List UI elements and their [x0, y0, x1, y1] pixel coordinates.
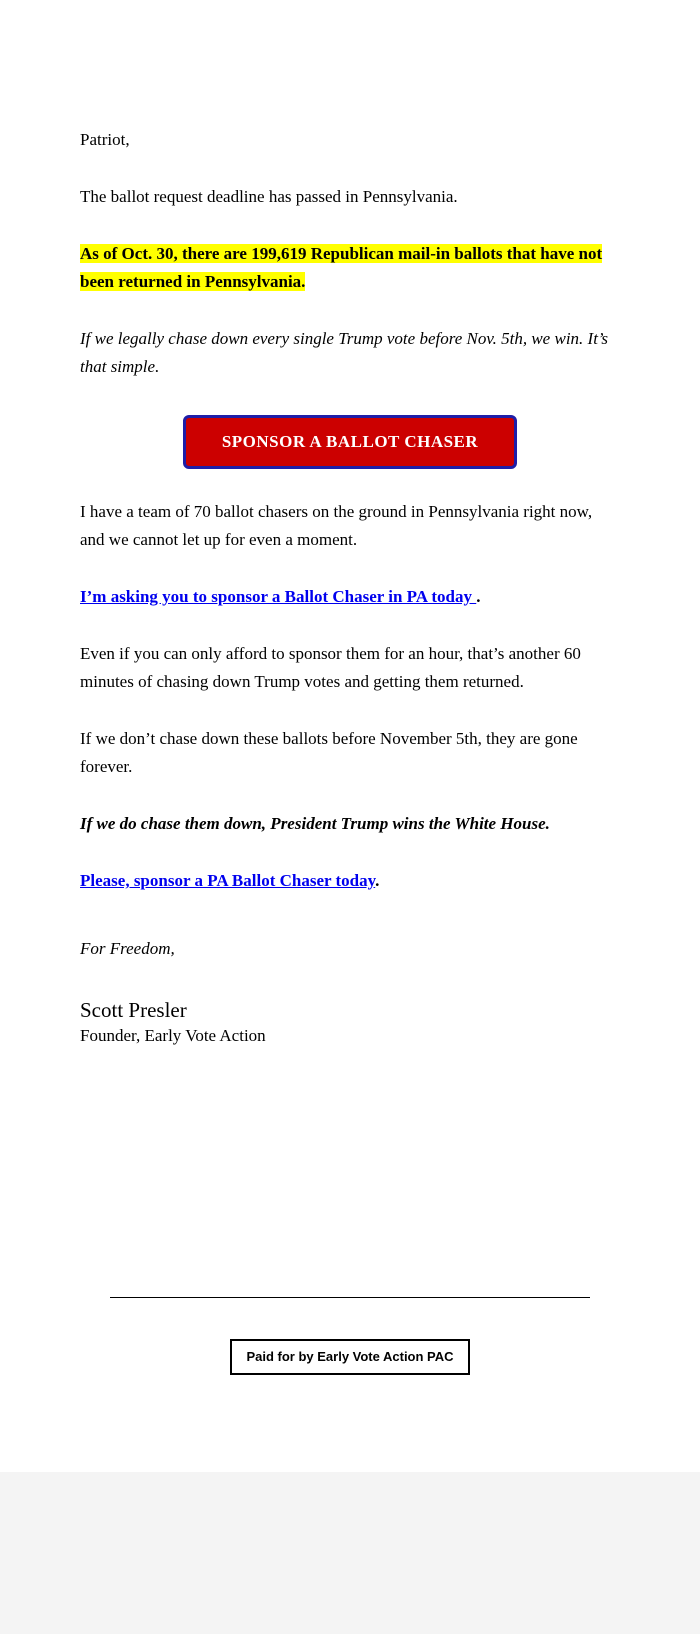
greeting: Patriot,	[80, 130, 130, 149]
signature-title: Founder, Early Vote Action	[80, 1026, 266, 1045]
paragraph-bold-italic: If we do chase them down, President Trump wins the White House.	[80, 814, 550, 833]
paragraph-italic: If we legally chase down every single Trump vote before Nov. 5th, we win. It’s that simple.	[80, 329, 609, 376]
link-1-suffix: .	[476, 587, 481, 606]
sponsor-ballot-chaser-link-1[interactable]: I’m asking you to sponsor a Ballot Chaser in PA today	[80, 587, 477, 606]
disclaimer-text: Paid for by Early Vote Action PAC	[246, 1349, 454, 1364]
paragraph-forever: If we don’t chase down these ballots before November 5th, they are gone forever.	[80, 729, 578, 776]
signature-block	[80, 997, 620, 1049]
paragraph-link-2	[80, 867, 620, 895]
link-2-suffix: .	[375, 871, 380, 890]
email-body	[50, 0, 650, 1375]
closing-line: For Freedom,	[80, 939, 175, 958]
highlighted-text: As of Oct. 30, there are 199,619 Republican mail-in ballots that have not been returned in Pennsylvania.	[80, 244, 603, 291]
disclaimer-row	[80, 1339, 620, 1375]
paragraph-link-1	[80, 583, 620, 611]
signature-name: Scott Presler	[80, 998, 187, 1022]
disclaimer-box	[230, 1339, 469, 1375]
paragraph-hour: Even if you can only afford to sponsor them for an hour, that’s another 60 minutes of chasing down Trump votes and getting them returned.	[80, 644, 581, 691]
button-row	[80, 415, 620, 469]
footer-band	[0, 1472, 700, 1634]
paragraph-team: I have a team of 70 ballot chasers on the ground in Pennsylvania right now, and we cannot let up for even a moment.	[80, 502, 593, 549]
sponsor-ballot-chaser-link-2[interactable]: Please, sponsor a PA Ballot Chaser today	[80, 871, 376, 890]
paragraph-highlighted	[80, 240, 620, 296]
paragraph-deadline: The ballot request deadline has passed in Pennsylvania.	[80, 187, 458, 206]
divider-line	[110, 1297, 590, 1298]
sponsor-ballot-chaser-button[interactable]: SPONSOR A BALLOT CHASER	[183, 415, 517, 469]
